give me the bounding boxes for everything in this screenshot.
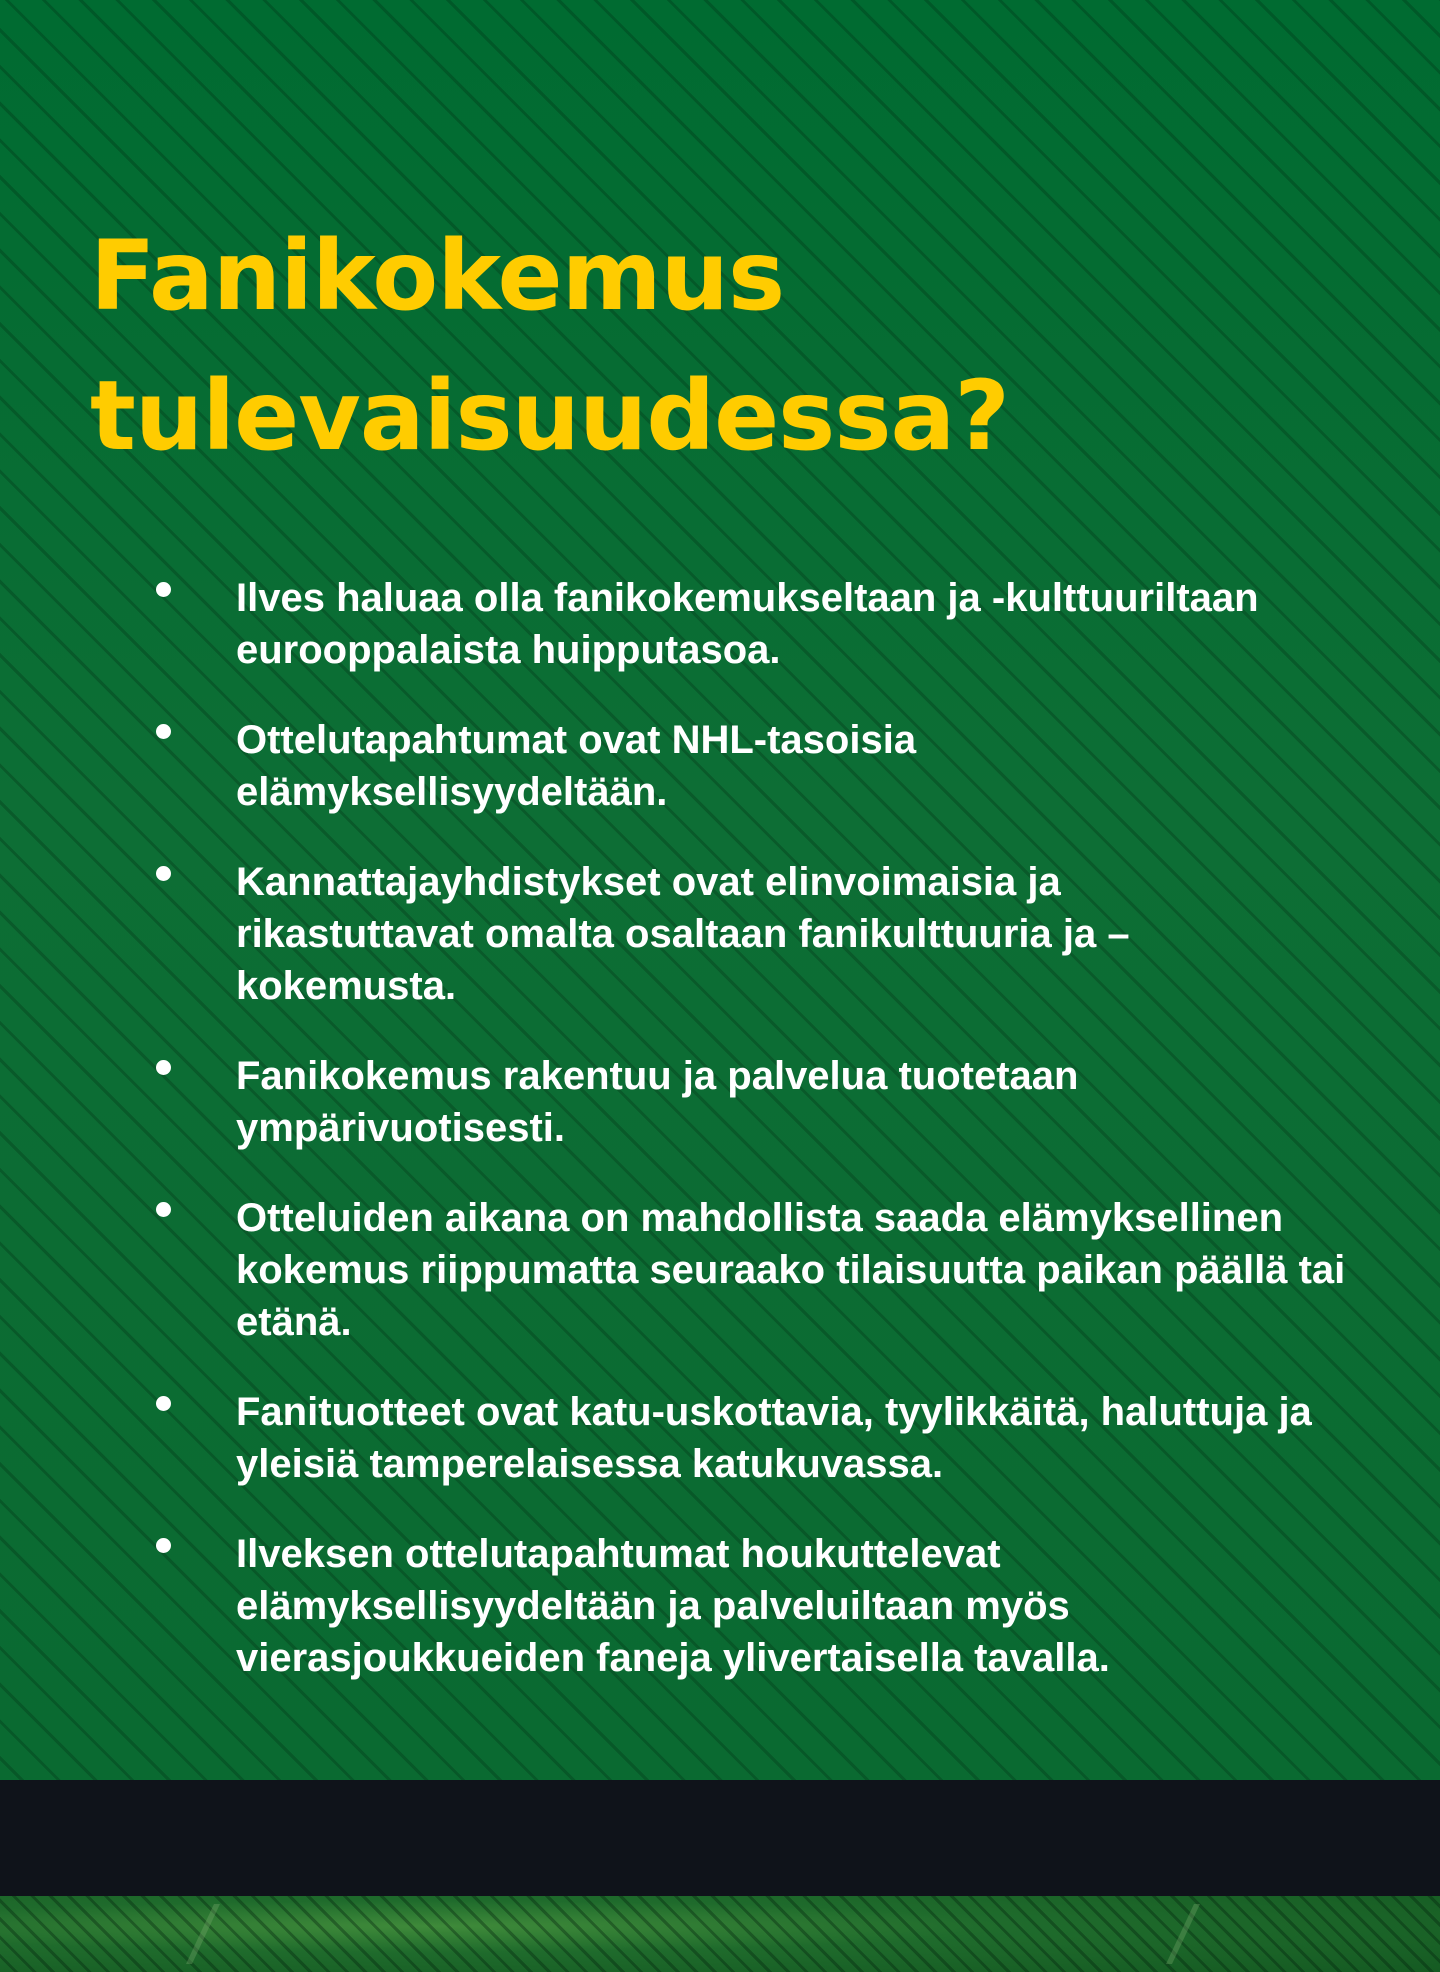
bullet-item (150, 856, 1296, 1012)
bullet-item (150, 714, 1076, 818)
bullet-text: Fanituotteet ovat katu-uskottavia, tyylikkäitä, haluttuja ja yleisiä tamperelaisessa katukuvassa. (236, 1390, 1312, 1486)
bullet-list (150, 572, 1400, 1722)
slide-title (90, 206, 1350, 486)
bullet-dot-icon (156, 582, 171, 597)
bullet-item (150, 1528, 1276, 1684)
bullet-text: Ilveksen ottelutapahtumat houkuttelevat elämyksellisyydeltään ja palveluiltaan myös vierasjoukkueiden faneja ylivertaisella tavalla. (236, 1532, 1110, 1680)
bullet-dot-icon (156, 1060, 171, 1075)
dark-band (0, 1780, 1440, 1896)
bullet-item (150, 1386, 1396, 1490)
title-line-1: Fanikokemus (90, 220, 785, 332)
bullet-text: Kannattajayhdistykset ovat elinvoimaisia ja rikastuttavat omalta osaltaan fanikulttuuria ja –kokemusta. (236, 860, 1130, 1008)
title-line-2: tulevaisuudessa? (90, 360, 1009, 472)
bullet-dot-icon (156, 866, 171, 881)
bullet-item (150, 1050, 1236, 1154)
bullet-text: Fanikokemus rakentuu ja palvelua tuotetaan ympärivuotisesti. (236, 1054, 1079, 1150)
bullet-text: Otteluiden aikana on mahdollista saada elämyksellinen kokemus riippumatta seuraako tilaisuutta paikan päällä tai etänä. (236, 1196, 1346, 1344)
bullet-dot-icon (156, 1202, 171, 1217)
bullet-text: Ottelutapahtumat ovat NHL-tasoisia elämyksellisyydeltään. (236, 718, 917, 814)
bullet-dot-icon (156, 724, 171, 739)
bullet-text: Ilves haluaa olla fanikokemukseltaan ja -kulttuuriltaan eurooppalaista huipputasoa. (236, 576, 1259, 672)
bullet-item (150, 572, 1356, 676)
strip-accent-line (186, 1904, 340, 1964)
bullet-item (150, 1192, 1396, 1348)
bullet-dot-icon (156, 1538, 171, 1553)
strip-accent-line (1166, 1904, 1320, 1964)
bullet-dot-icon (156, 1396, 171, 1411)
bottom-green-strip (0, 1896, 1440, 1972)
